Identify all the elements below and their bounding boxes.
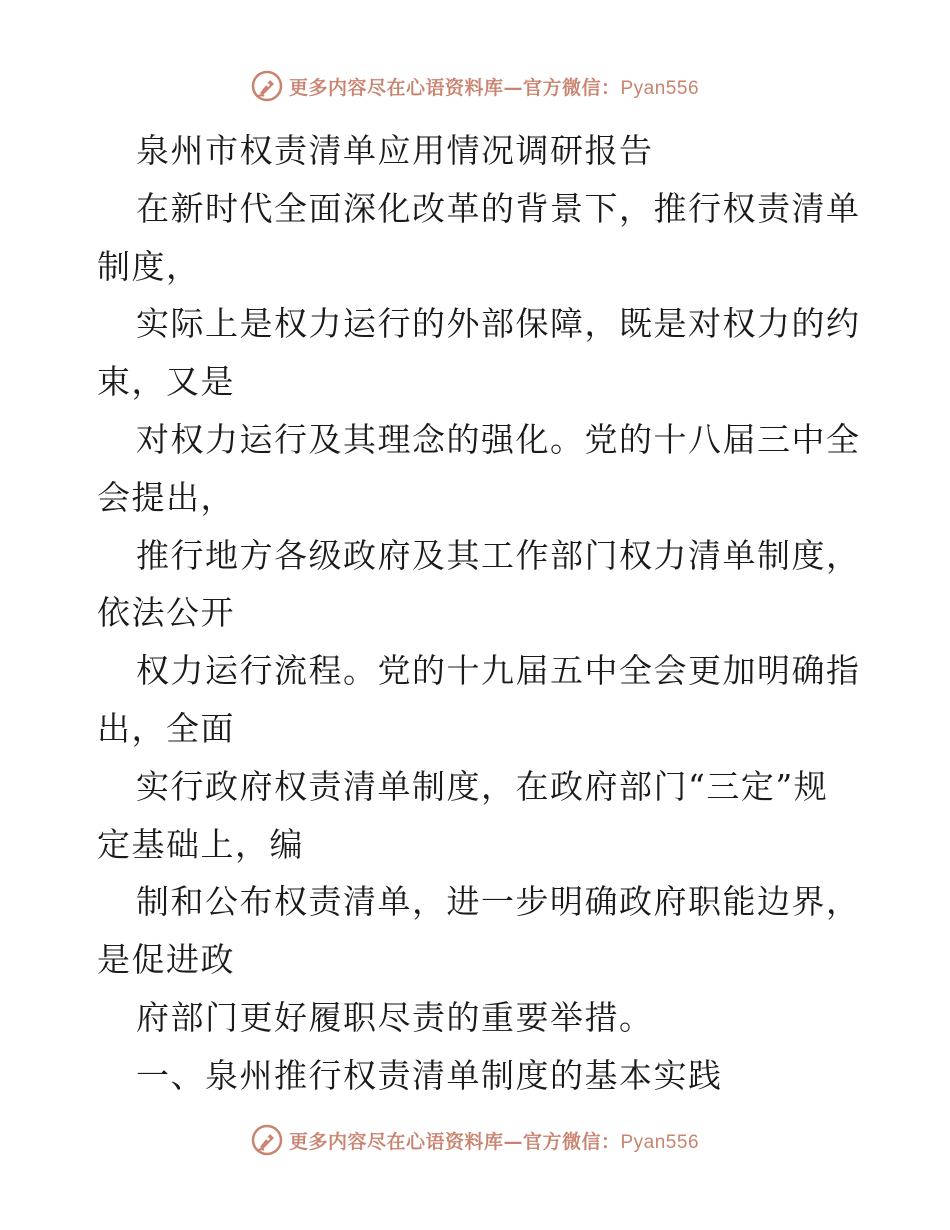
text-line: 在新时代全面深化改革的背景下，推行权责清单 [136, 188, 861, 228]
footer-watermark [0, 1124, 950, 1156]
text-line: 会提出， [97, 477, 235, 517]
document-body [97, 122, 861, 1105]
text-line: 府部门更好履职尽责的重要举措。 [136, 997, 654, 1037]
text-line: 制度， [97, 246, 201, 286]
text-line: 制和公布权责清单，进一步明确政府职能边界， [136, 882, 861, 922]
pen-nib-logo-icon [251, 1124, 283, 1156]
watermark-account: Pyan556 [620, 77, 700, 99]
text-line: 束，又是 [97, 362, 235, 402]
document-title: 泉州市权责清单应用情况调研报告 [136, 131, 654, 170]
text-line: 对权力运行及其理念的强化。党的十八届三中全 [136, 419, 861, 459]
watermark-text: 更多内容尽在心语资料库—官方微信：Pyan556 [288, 1130, 700, 1153]
text-line: 权力运行流程。党的十九届五中全会更加明确指 [136, 651, 861, 691]
text-line: 实际上是权力运行的外部保障，既是对权力的约 [136, 304, 861, 344]
text-line: 实行政府权责清单制度，在政府部门“三定”规 [136, 766, 829, 806]
text-line: 出，全面 [97, 708, 235, 748]
text-line: 定基础上，编 [97, 824, 304, 864]
header-watermark [0, 70, 950, 102]
pen-nib-logo-icon [251, 70, 283, 102]
text-line: 依法公开 [97, 593, 235, 633]
text-line: 是促进政 [97, 940, 235, 980]
watermark-text: 更多内容尽在心语资料库—官方微信：Pyan556 [288, 76, 700, 99]
text-line: 一、泉州推行权责清单制度的基本实践 [136, 1055, 723, 1095]
text-line: 推行地方各级政府及其工作部门权力清单制度， [136, 535, 861, 575]
watermark-account: Pyan556 [620, 1131, 700, 1153]
